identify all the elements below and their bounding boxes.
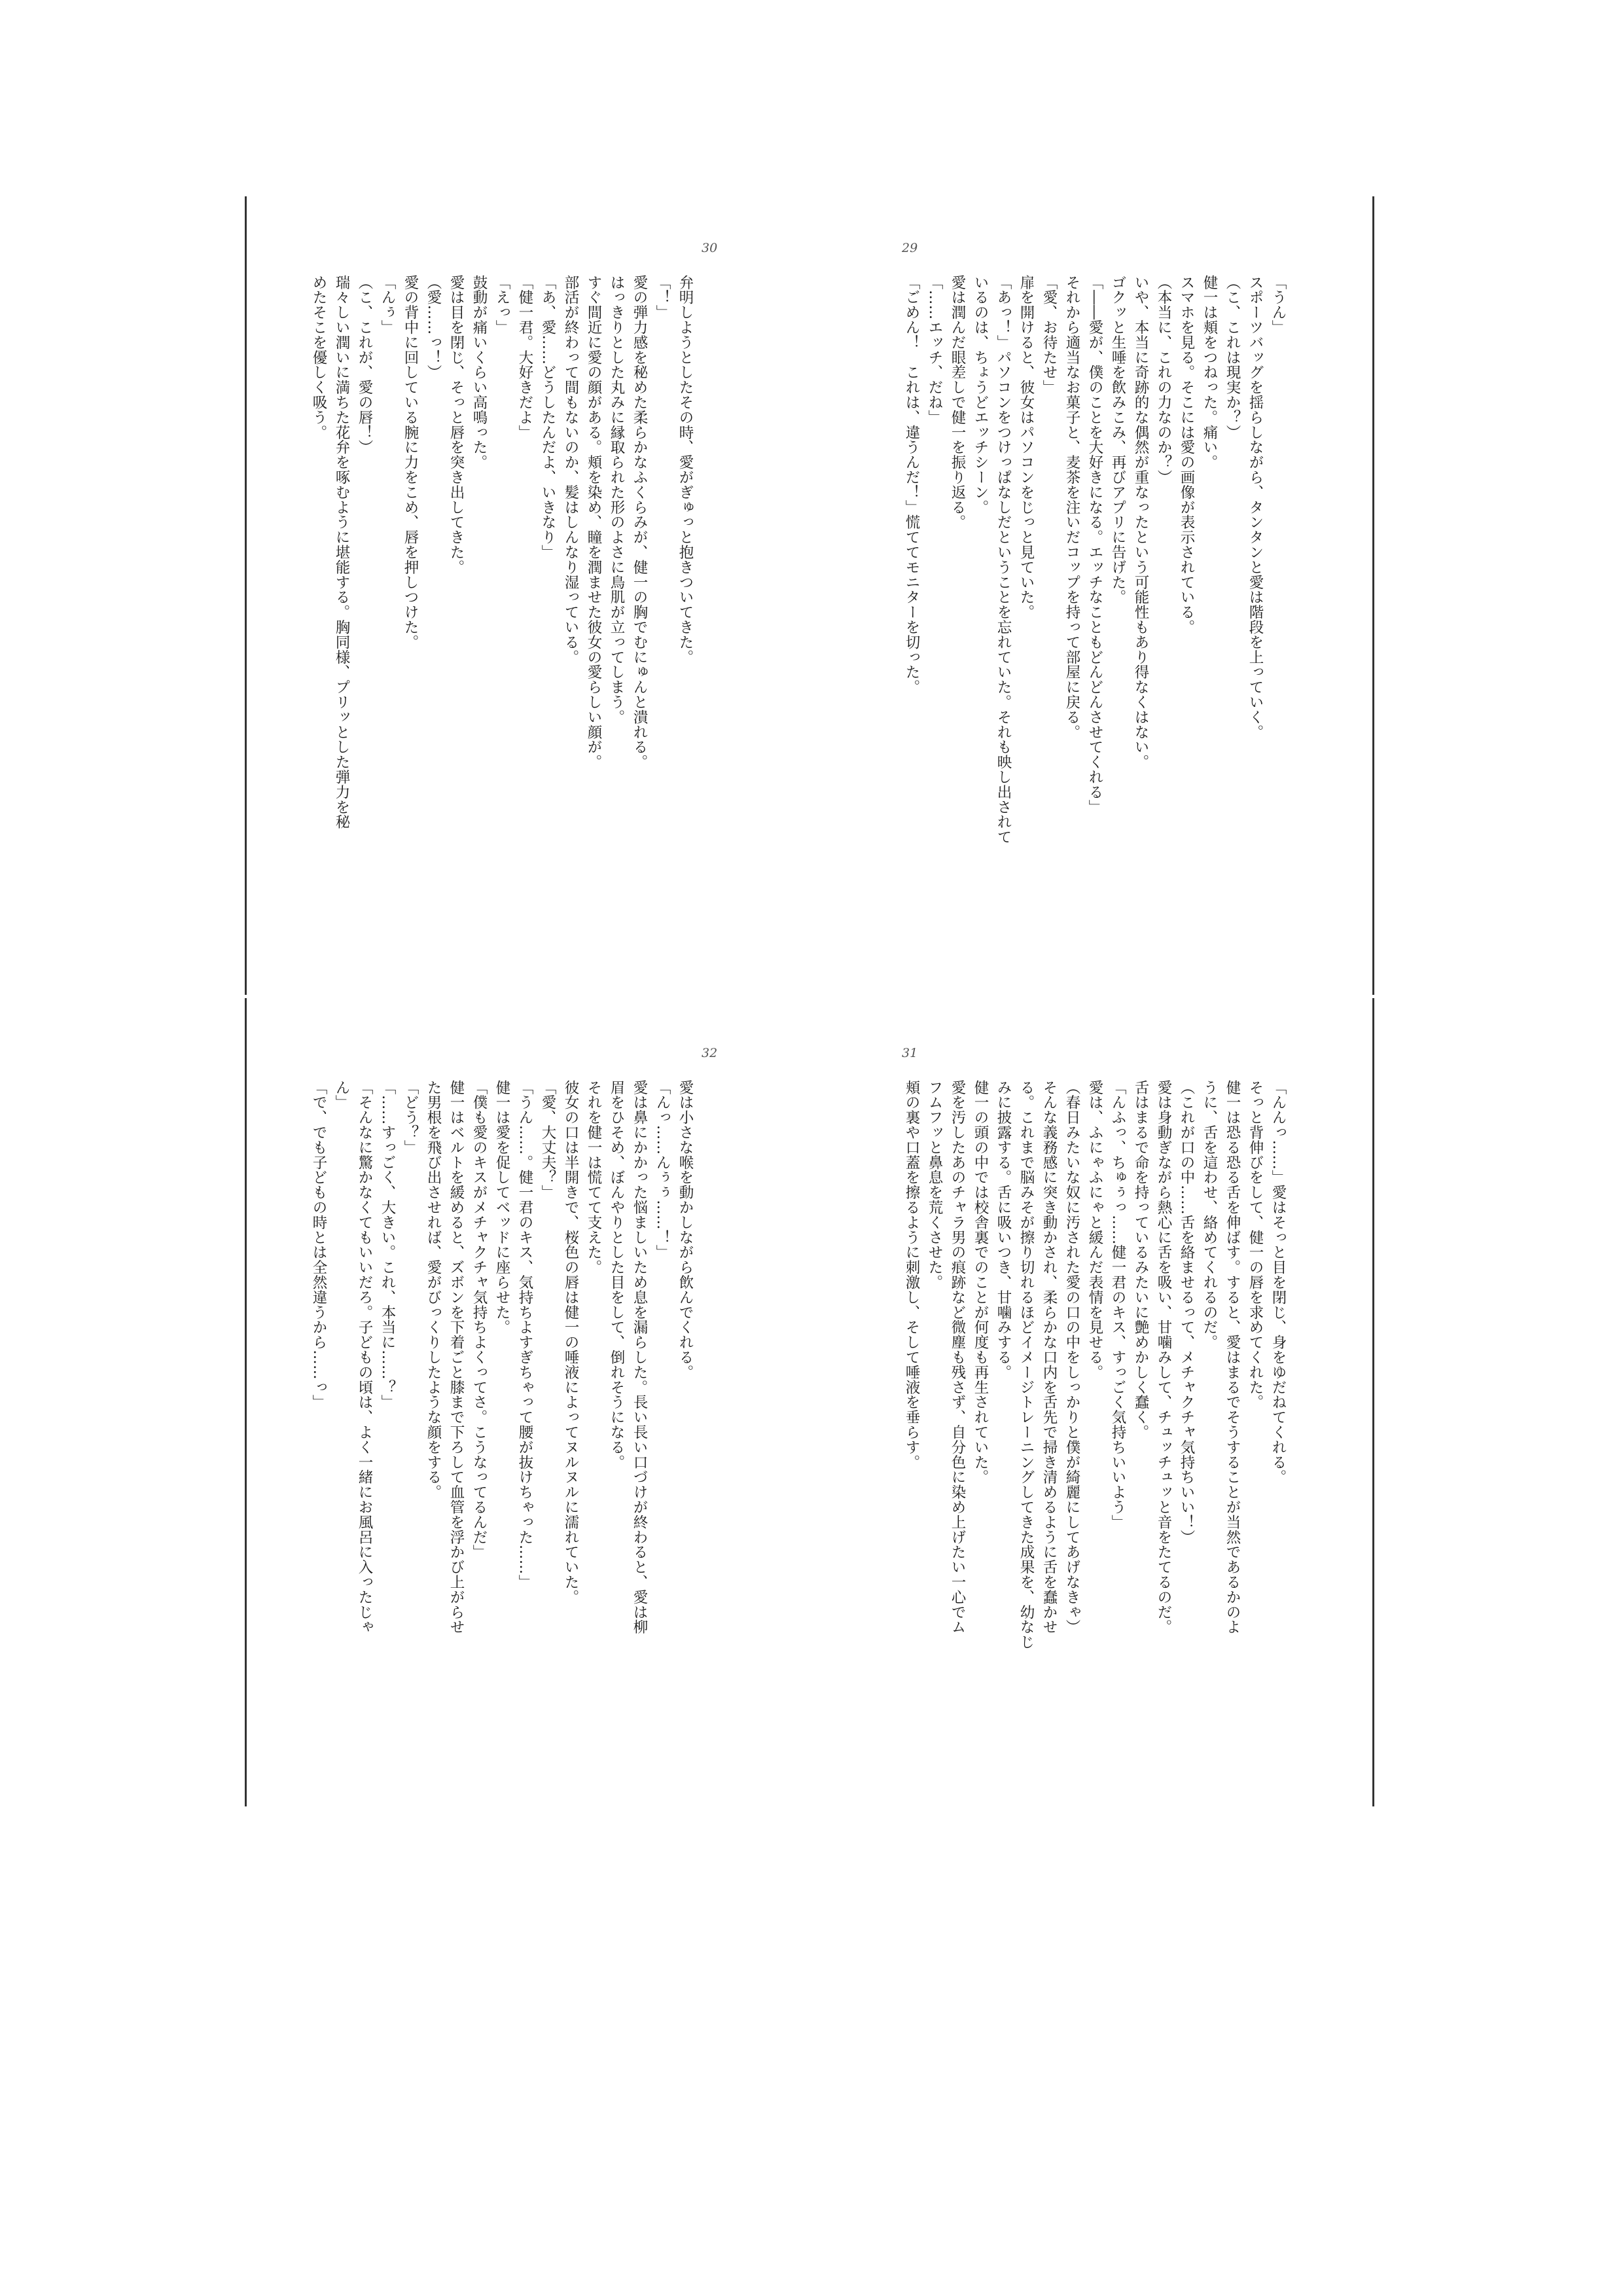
text-line: 「あ、愛……どうしたんだよ、いきなり」 (539, 275, 556, 560)
text-line: 「僕も愛のキスがメチャクチャ気持ちよくってさ。こうなってるんだ」 (471, 1080, 488, 1560)
text-line: 愛は鼻にかかった悩ましいため息を漏らした。長い長い口づけが終わると、愛は柳 (631, 1080, 648, 1635)
text-line: 愛の弾力感を秘めた柔らかなふくらみが、健一の胸でむにゅんと潰れる。 (631, 275, 648, 770)
text-line: 健一は愛を促してベッドに座らせた。 (493, 1080, 510, 1335)
text-line: 「うん……。健一君のキス、気持ちよすぎちゃって腰が抜けちゃった……」 (516, 1080, 533, 1590)
text-line: スマホを見る。そこには愛の画像が表示されている。 (1178, 275, 1195, 635)
text-line: みに披露する。舌に吸いつき、甘噛みする。 (995, 1080, 1012, 1380)
text-line: 「そんなに驚かなくてもいいだろ。子どもの頃は、よく一緒にお風呂に入ったじゃ (356, 1080, 373, 1635)
text-line: 瑞々しい潤いに満ちた花弁を啄むように堪能する。胸同様、プリッとした弾力を秘 (333, 275, 350, 830)
text-line: はっきりとした丸みに縁取られた形のよさに鳥肌が立ってしまう。 (608, 275, 625, 725)
text-line: 健一の頭の中では校舎裏でのことが何度も再生されていた。 (972, 1080, 989, 1485)
text-line: 部活が終わって間もないのか、髪はしんなり湿っている。 (562, 275, 579, 665)
text-line: 「んふっ、ちゅぅっ……健一君のキス、すっごく気持ちいいよう」 (1109, 1080, 1126, 1530)
text-line: 「どう？」 (402, 1080, 419, 1155)
page-text (897, 1080, 1289, 1748)
text-line: めたそこを優しく吸う。 (310, 275, 327, 440)
page-number: 29 (902, 241, 918, 255)
text-line: うに、舌を這わせ、絡めてくれるのだ。 (1201, 1080, 1218, 1350)
text-line: 「――愛が、僕のことを大好きになる。エッチなこともどんどんさせてくれる」 (1086, 275, 1103, 815)
page-number: 32 (702, 1046, 718, 1060)
text-line: いや、本当に奇跡的な偶然が重なったという可能性もあり得なくはない。 (1132, 275, 1149, 770)
text-line: いるのは、ちょうどエッチシーン。 (972, 275, 989, 515)
text-line: 「健一君。大好きだよ」 (516, 275, 533, 440)
text-line: すぐ間近に愛の顔がある。頬を染め、瞳を潤ませた彼女の愛らしい顔が。 (585, 275, 602, 770)
text-line: （愛……っ！） (425, 275, 442, 380)
page-number: 31 (902, 1046, 918, 1060)
page-text (897, 275, 1289, 942)
text-line: 彼女の口は半開きで、桜色の唇は健一の唾液によってヌルヌルに濡れていた。 (562, 1080, 579, 1605)
text-line: 「んんっ……」愛はそっと目を閉じ、身をゆだねてくれる。 (1270, 1080, 1287, 1485)
page-text (304, 275, 696, 942)
page-text (304, 1080, 696, 1748)
text-line: 健一はベルトを緩めると、ズボンを下着ごと膝まで下ろして血管を浮かび上がらせ (448, 1080, 465, 1635)
text-line: 「うん」 (1270, 275, 1287, 335)
text-line: る。これまで脳みそが擦り切れるほどイメージトレーニングしてきた成果を、幼なじ (1018, 1080, 1035, 1650)
text-line: （本当に、これの力なのか？） (1155, 275, 1172, 485)
text-line: 弁明しようとしたその時、愛がぎゅっと抱きついてきた。 (677, 275, 694, 665)
text-line: 愛の背中に回している腕に力をこめ、唇を押しつけた。 (402, 275, 419, 650)
text-line: 健一は頬をつねった。痛い。 (1201, 275, 1218, 470)
text-line: スポーツバッグを揺らしながら、タンタンと愛は階段を上っていく。 (1247, 275, 1264, 740)
text-line: 健一は恐る恐る舌を伸ばす。すると、愛はまるでそうすることが当然であるかのよ (1224, 1080, 1241, 1635)
text-line: 「んっ……んぅぅ……！」 (654, 1080, 671, 1260)
text-line: 「！」 (654, 275, 671, 320)
text-line: 「……すっごく、大きい。これ、本当に……？」 (379, 1080, 396, 1410)
text-line: それから適当なお菓子と、麦茶を注いだコップを持って部屋に戻る。 (1063, 275, 1080, 740)
text-line: そっと背伸びをして、健一の唇を求めてくれた。 (1247, 1080, 1264, 1410)
text-line: 「ごめん！ これは、違うんだ！」慌ててモニターを切った。 (903, 275, 920, 695)
text-line: そんな義務感に突き動かされ、柔らかな口内を舌先で掃き清めるように舌を蠢かせ (1041, 1080, 1058, 1635)
page-edge-rule (1372, 998, 1374, 1806)
text-line: 愛は、ふにゃふにゃと緩んだ表情を見せる。 (1086, 1080, 1103, 1380)
text-line: フムフッと鼻息を荒くさせた。 (926, 1080, 943, 1290)
text-line: 「んぅ」 (379, 275, 396, 335)
text-line: 「愛、大丈夫？」 (539, 1080, 556, 1200)
page-edge-rule (245, 998, 247, 1806)
text-line: ん」 (333, 1080, 350, 1110)
text-line: た男根を飛び出させれば、愛がびっくりしたような顔をする。 (425, 1080, 442, 1500)
text-line: 愛は身動ぎながら熱心に舌を吸い、甘噛みして、チュッチュッと音をたてるのだ。 (1155, 1080, 1172, 1635)
text-line: 「で、でも子どもの時とは全然違うから……っ」 (310, 1080, 327, 1410)
page-number: 30 (702, 241, 718, 255)
text-line: 眉をひそめ、ぼんやりとした目をして、倒れそうになる。 (608, 1080, 625, 1470)
text-line: 鼓動が痛いくらい高鳴った。 (471, 275, 488, 470)
text-line: 「えっ」 (493, 275, 510, 335)
text-line: 頬の裏や口蓋を擦るように刺激し、そして唾液を垂らす。 (903, 1080, 920, 1470)
text-line: 愛を汚したあのチャラ男の痕跡など微塵も残さず、自分色に染め上げたい一心でム (949, 1080, 966, 1635)
text-line: 舌はまるで命を持っているみたいに艶めかしく蠢く。 (1132, 1080, 1149, 1440)
page-edge-rule (1372, 196, 1374, 995)
text-line: 愛は小さな喉を動かしながら飲んでくれる。 (677, 1080, 694, 1380)
text-line: 愛は目を閉じ、そっと唇を突き出してきた。 (448, 275, 465, 575)
text-line: 扉を開けると、彼女はパソコンをじっと見ていた。 (1018, 275, 1035, 620)
text-line: 「……エッチ、だね」 (926, 275, 943, 425)
text-line: （これが口の中……舌を絡ませるって、メチャクチャ気持ちいい！） (1178, 1080, 1195, 1545)
text-line: 「愛、お待たせ」 (1041, 275, 1058, 395)
text-line: 「あっ！」パソコンをつけっぱなしだということを忘れていた。それも映し出されて (995, 275, 1012, 845)
text-line: （こ、これは現実か？） (1224, 275, 1241, 440)
page-edge-rule (245, 196, 247, 995)
text-line: ゴクッと生唾を飲みこみ、再びアプリに告げた。 (1109, 275, 1126, 605)
text-line: （こ、これが、愛の唇！） (356, 275, 373, 455)
text-line: （春日みたいな奴に汚された愛の口の中をしっかりと僕が綺麗にしてあげなきゃ） (1063, 1080, 1080, 1635)
text-line: 愛は潤んだ眼差しで健一を振り返る。 (949, 275, 966, 530)
text-line: それを健一は慌てて支えた。 (585, 1080, 602, 1275)
